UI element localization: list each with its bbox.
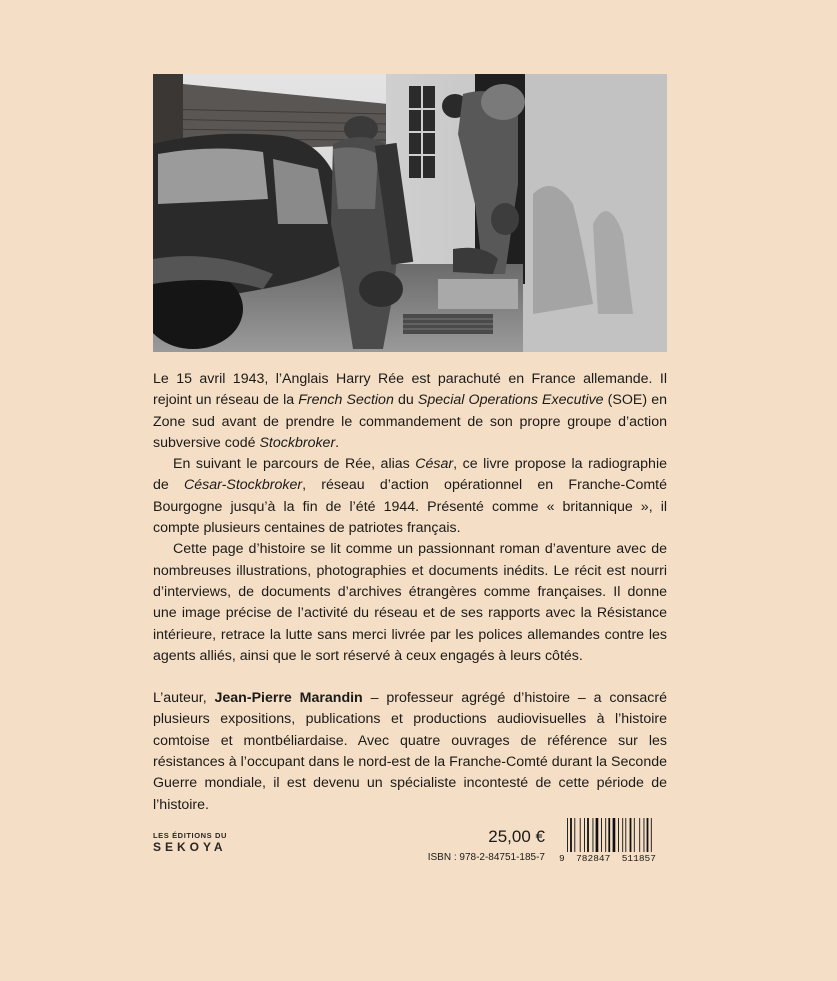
- summary-paragraph-2: En suivant le parcours de Rée, alias César, ce livre propose la radiographie de César-Stockbroker, réseau d’action opérationnel en Franche-Comté Bourgogne jusqu’à la fin de l’été 1944. Présenté comme « britannique », il compte plusieurs centaines de patriotes français.: [153, 456, 667, 537]
- cover-photo: [153, 74, 667, 352]
- publisher-name: SEKOYA: [153, 840, 227, 854]
- barcode: [567, 818, 667, 852]
- back-cover-text: [153, 369, 667, 816]
- publisher-line-1: LES ÉDITIONS DU: [153, 831, 228, 840]
- summary-paragraph-3: Cette page d’histoire se lit comme un passionnant roman d’aventure avec de nombreuses illustrations, photographies et documents inédits. Le récit est nourri d’interviews, de documents d’archives étrangères comme françaises. Il donne une image précise de l’activité du réseau et de ses rapports avec la Résistance intérieure, retrace la lutte sans merci livrée par les polices allemandes contre les agents alliés, ainsi que le sort réservé à ceux engagés à leurs côtés.: [153, 541, 667, 664]
- summary-paragraph-1: Le 15 avril 1943, l’Anglais Harry Rée est parachuté en France allemande. Il rejoint un réseau de la French Section du Special Operations Executive (SOE) en Zone sud avant de prendre le commandement de son propre groupe d’action subversive codé Stockbroker.: [153, 371, 667, 451]
- author-paragraph: L’auteur, Jean-Pierre Marandin – professeur agrégé d’histoire – a consacré plusieurs expositions, publications et productions audiovisuelles à l’histoire comtoise et montbéliardaise. Avec quatre ouvrages de référence sur les résistances à l’occupant dans le nord-est de la Franche-Comté durant la Seconde Guerre mondiale, il est devenu un spécialiste incontesté de cette période de l’histoire.: [153, 690, 667, 813]
- isbn: ISBN : 978-2-84751-185-7: [427, 852, 545, 863]
- barcode-digits: 9 782847 511857: [559, 853, 656, 864]
- price: 25,00 €: [488, 827, 545, 846]
- publisher-logo: [153, 831, 253, 854]
